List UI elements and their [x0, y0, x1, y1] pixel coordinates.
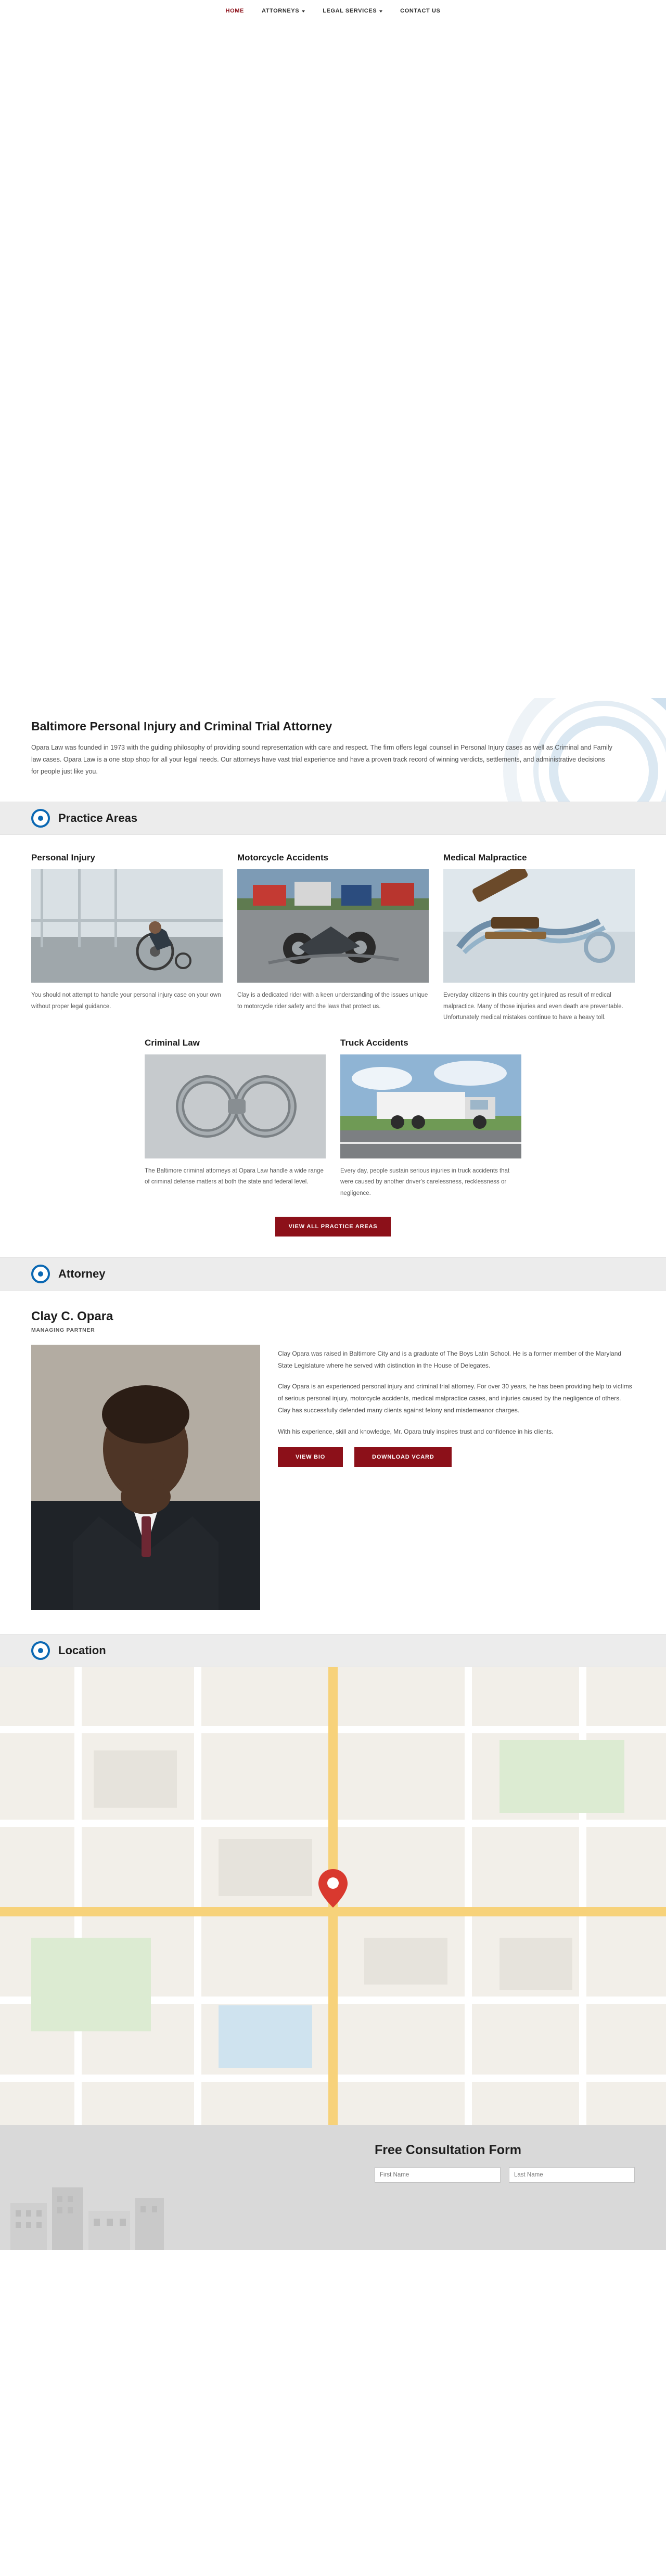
footer-consultation: [0, 2125, 666, 2250]
location-map[interactable]: [0, 1667, 666, 2125]
card-title: Personal Injury: [31, 853, 95, 863]
practice-areas-section: [0, 835, 666, 1257]
card-image-motorcycle-accidents: [237, 869, 429, 983]
practice-card-personal-injury[interactable]: [31, 853, 223, 1023]
bio-paragraph-1: Clay Opara was raised in Baltimore City and is a graduate of The Boys Latin School. He is a former member of the Maryland State Legislature where he served with distinction in the House of Delegates.: [278, 1349, 622, 1369]
attorney-name: Clay C. Opara: [31, 1309, 113, 1323]
practice-cta-row: [31, 1217, 635, 1237]
nav-item-home[interactable]: [226, 8, 244, 14]
form-title: Free Consultation Form: [375, 2142, 521, 2157]
practice-card-medical-malpractice[interactable]: [443, 853, 635, 1023]
practice-cards-row-1: [31, 853, 635, 1023]
target-ring-icon: [31, 1641, 50, 1660]
consultation-form: [375, 2143, 666, 2250]
target-ring-icon: [31, 1265, 50, 1283]
nav-item-attorneys[interactable]: [262, 8, 305, 14]
practice-cards-row-2: [31, 1038, 635, 1199]
card-text: Clay is a dedicated rider with a keen understanding of the issues unique to motorcycle rider safety and the laws that protect us.: [237, 992, 428, 1010]
nav-item-legal-services[interactable]: [323, 8, 382, 14]
card-title: Truck Accidents: [340, 1038, 408, 1048]
bio-paragraph-2: Clay Opara is an experienced personal injury and criminal trial attorney. For over 30 years, he has been providing help to victims of serious personal injury, motorcycle accidents, medical malpractice cases, and injuries caused by the negligence of others. Clay has successfully defended many clients against felony and misdemeanor charges.: [278, 1383, 632, 1414]
chevron-down-icon: [379, 10, 382, 12]
card-title: Motorcycle Accidents: [237, 853, 329, 863]
nav-item-label: HOME: [225, 8, 244, 14]
form-name-row: [375, 2167, 635, 2183]
attorney-header: [0, 1257, 666, 1291]
practice-card-criminal-law[interactable]: [145, 1038, 326, 1199]
download-vcard-button[interactable]: DOWNLOAD VCARD: [354, 1447, 452, 1467]
view-all-practice-areas-button[interactable]: VIEW ALL PRACTICE AREAS: [275, 1217, 391, 1237]
nav-item-label: LEGAL SERVICES: [323, 8, 377, 14]
section-title: Attorney: [58, 1267, 106, 1280]
card-text: Every day, people sustain serious injuries in truck accidents that were caused by another driver's carelessness, recklessness or negligence.: [340, 1168, 510, 1196]
card-title: Medical Malpractice: [443, 853, 527, 863]
last-name-input[interactable]: [509, 2167, 635, 2183]
practice-areas-header: [0, 802, 666, 835]
attorney-bio: [278, 1345, 635, 1610]
nav-item-contact-us[interactable]: [400, 8, 440, 14]
nav-item-label: CONTACT US: [400, 8, 441, 14]
intro-section: [0, 698, 666, 802]
map-graphic: [0, 1667, 666, 2125]
page-title: Baltimore Personal Injury and Criminal Trial Attorney: [31, 719, 332, 733]
intro-paragraph: Opara Law was founded in 1973 with the guiding philosophy of providing sound representation with care and respect. The firm offers legal counsel in Personal Injury cases as well as Criminal and Family law cases. Opara Law is a one stop shop for all your legal needs. Our attorneys have vast trial experience and have a proven track record of winning verdicts, settlements, and administrative decisions for people just like you.: [31, 743, 612, 776]
hero-banner: [0, 22, 666, 698]
section-title: Location: [58, 1643, 106, 1657]
card-text: The Baltimore criminal attorneys at Opara Law handle a wide range of criminal defense matters at both the state and federal level.: [145, 1168, 324, 1186]
card-image-personal-injury: [31, 869, 223, 983]
practice-card-motorcycle-accidents[interactable]: [237, 853, 429, 1023]
city-skyline-graphic: [0, 2172, 219, 2250]
attorney-button-row: [278, 1447, 635, 1467]
main-navigation: [0, 0, 666, 22]
first-name-input[interactable]: [375, 2167, 501, 2183]
card-image-truck-accidents: [340, 1054, 521, 1158]
location-header: [0, 1634, 666, 1667]
target-ring-icon: [31, 809, 50, 828]
card-title: Criminal Law: [145, 1038, 200, 1048]
card-text: You should not attempt to handle your personal injury case on your own without proper legal guidance.: [31, 992, 221, 1010]
bio-paragraph-3: With his experience, skill and knowledge, Mr. Opara truly inspires trust and confidence in his clients.: [278, 1427, 554, 1435]
attorney-portrait: [31, 1345, 260, 1610]
section-title: Practice Areas: [58, 812, 138, 825]
card-image-medical-malpractice: [443, 869, 635, 983]
view-bio-button[interactable]: VIEW BIO: [278, 1447, 343, 1467]
card-text: Everyday citizens in this country get injured as result of medical malpractice. Many of those injuries and even death are preventable. Unfortunately medical mistakes continue to have a heavy toll.: [443, 992, 623, 1021]
attorney-role: MANAGING PARTNER: [31, 1326, 95, 1333]
card-image-criminal-law: [145, 1054, 326, 1158]
practice-card-truck-accidents[interactable]: [340, 1038, 521, 1199]
chevron-down-icon: [302, 10, 305, 12]
nav-item-label: ATTORNEYS: [261, 8, 300, 14]
attorney-section: [0, 1291, 666, 1634]
